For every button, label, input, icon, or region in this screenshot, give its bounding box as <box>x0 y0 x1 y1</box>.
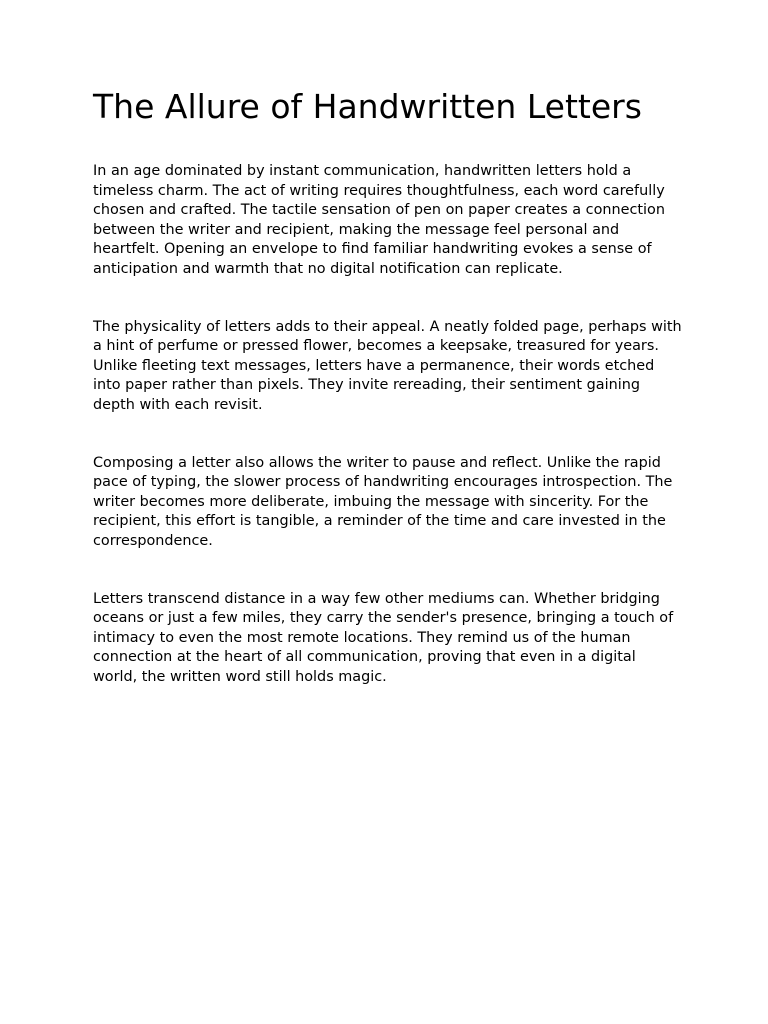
paragraph-4: Letters transcend distance in a way few other mediums can. Whether bridging oceans or just a few miles, they carry the sender's presence, bringing a touch of intimacy to even the most remote locations. They remind us of the human connection at the heart of all communication, proving that even in a digital world, the written word still holds magic. <box>93 590 674 685</box>
paragraph-2: The physicality of letters adds to their appeal. A neatly folded page, perhaps with a hint of perfume or pressed flower, becomes a keepsake, treasured for years. Unlike fleeting text messages, letters have a permanence, their words etched into paper rather than pixels. They invite rereading, their sentiment gaining depth with each revisit. <box>93 318 682 413</box>
paragraph-1: In an age dominated by instant communication, handwritten letters hold a timeless charm. The act of writing requires thoughtfulness, each word carefully chosen and crafted. The tactile sensation of pen on paper creates a connection between the writer and recipient, making the message feel personal and heartfelt. Opening an envelope to find familiar handwriting evokes a sense of anticipation and warmth that no digital notification can replicate. <box>93 163 665 277</box>
paragraph-3: Composing a letter also allows the writer to pause and reflect. Unlike the rapid pace of typing, the slower process of handwriting encourages introspection. The writer becomes more deliberate, imbuing the message with sincerity. For the recipient, this effort is tangible, a reminder of the time and care invested in the correspondence. <box>93 454 673 549</box>
document-page <box>93 84 683 725</box>
document-title: The Allure of Handwritten Letters <box>93 87 642 126</box>
